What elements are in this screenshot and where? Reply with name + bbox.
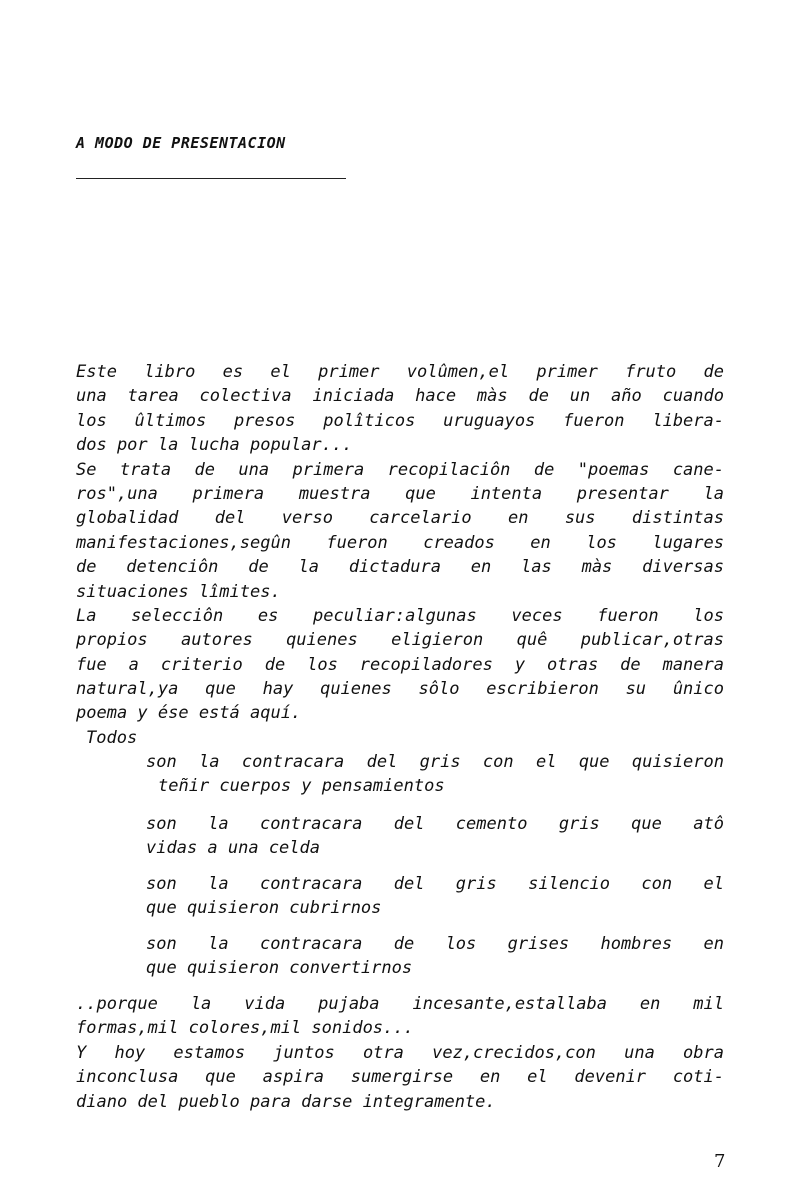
stanza-line: son la contracara de los grises hombres en — [146, 934, 724, 954]
todos-line: Todos — [86, 727, 138, 748]
text-line: Este libro es el primer volûmen,el primer fruto de — [76, 362, 724, 382]
text-line: Y hoy estamos juntos otra vez,crecidos,con una obra — [76, 1042, 724, 1063]
text-line: de detenciôn de la dictadura en las màs diversas — [76, 557, 724, 578]
text-line: ros",una primera muestra que intenta presentar la — [76, 483, 724, 504]
section-heading: A MODO DE PRESENTACION — [76, 134, 286, 152]
stanza — [146, 812, 724, 861]
text-line: La selecciôn es peculiar:algunas veces fueron los — [76, 605, 724, 626]
text-line: ..porque la vida pujaba incesante,estallaba en mil — [76, 994, 724, 1014]
intro-paragraph — [76, 360, 724, 750]
text-line: formas,mil colores,mil sonidos... — [76, 1018, 414, 1039]
stanza-line: vidas a una celda — [146, 838, 320, 859]
stanza — [146, 932, 724, 981]
text-line: situaciones lîmites. — [76, 581, 281, 602]
text-line: globalidad del verso carcelario en sus distintas — [76, 508, 724, 529]
stanza-line: que quisieron convertirnos — [146, 958, 413, 979]
text-line: manifestaciones,segûn fueron creados en los lugares — [76, 532, 724, 553]
stanza-line: son la contracara del gris con el que quisieron — [146, 752, 724, 772]
stanza — [146, 750, 724, 799]
text-line: poema y ése está aquí. — [76, 703, 302, 724]
text-line: inconclusa que aspira sumergirse en el devenir coti- — [76, 1067, 724, 1088]
text-line: Se trata de una primera recopilaciôn de "poemas cane- — [76, 459, 724, 480]
heading-underline — [76, 178, 346, 179]
text-line: los ûltimos presos polîticos uruguayos fueron libera- — [76, 410, 724, 431]
stanza-line: teñir cuerpos y pensamientos — [158, 776, 445, 797]
stanza-line: son la contracara del cemento gris que atô — [146, 814, 724, 834]
text-line: diano del pueblo para darse integramente. — [76, 1091, 496, 1112]
stanza — [146, 872, 724, 921]
text-line: propios autores quienes eligieron quê publicar,otras — [76, 630, 724, 651]
stanza-line: que quisieron cubrirnos — [146, 898, 382, 919]
text-line: dos por la lucha popular... — [76, 435, 353, 456]
page-number: 7 — [714, 1151, 726, 1172]
text-line: fue a criterio de los recopiladores y otras de manera — [76, 654, 724, 675]
stanza-line: son la contracara del gris silencio con el — [146, 874, 724, 894]
text-line: una tarea colectiva iniciada hace màs de un año cuando — [76, 386, 724, 407]
closing-paragraph — [76, 992, 724, 1114]
text-line: natural,ya que hay quienes sôlo escribieron su ûnico — [76, 679, 724, 700]
